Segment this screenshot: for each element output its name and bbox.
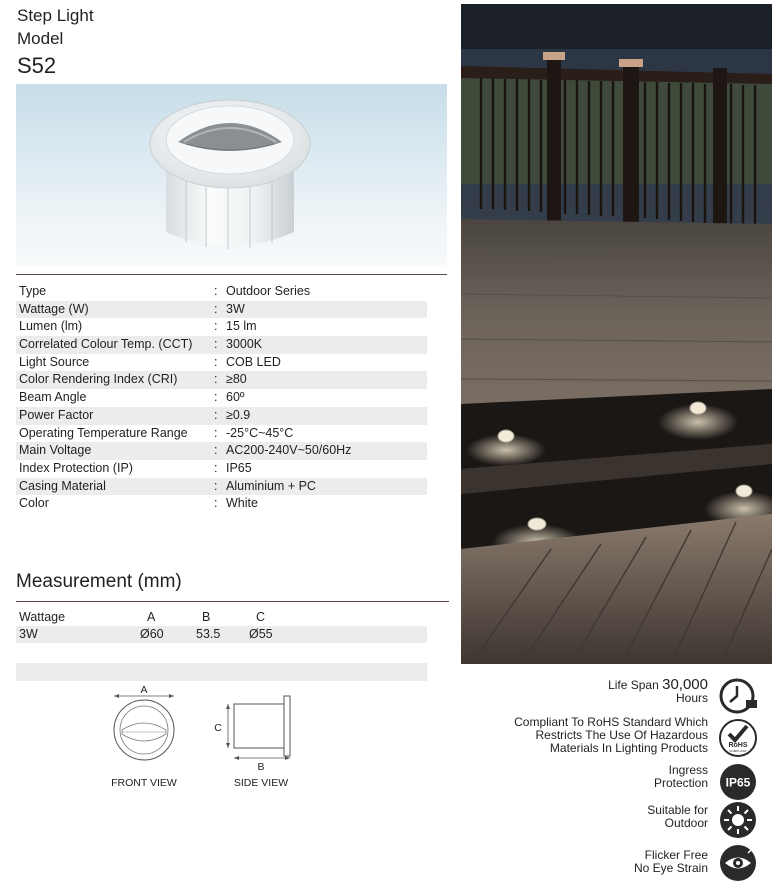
- feature-text: [654, 764, 708, 790]
- spec-value: ≥80: [226, 372, 247, 387]
- spec-colon: :: [214, 425, 218, 440]
- lifespan-prefix: Life Span: [608, 678, 663, 692]
- feature-ip65: [458, 762, 758, 802]
- feature-line: No Eye Strain: [633, 861, 708, 875]
- spec-colon: :: [214, 478, 218, 493]
- measurement-cell: 3W: [19, 627, 38, 641]
- spec-label: Beam Angle: [19, 390, 87, 405]
- eye-flicker-free-icon: [718, 843, 758, 883]
- rohs-icon-subtext: COMPLIANT: [729, 749, 747, 753]
- spec-value: IP65: [226, 460, 252, 475]
- measurement-cell: Ø60: [140, 627, 164, 641]
- spec-label: Light Source: [19, 354, 90, 369]
- spec-value: Outdoor Series: [226, 284, 311, 298]
- ip65-icon: [718, 762, 758, 802]
- spec-colon: :: [214, 372, 218, 387]
- title-line-product-type: Step Light: [17, 6, 94, 25]
- measurement-header: C: [256, 610, 266, 624]
- spec-label: Lumen (lm): [19, 319, 83, 334]
- spec-divider: [16, 274, 447, 275]
- spec-colon: :: [214, 301, 218, 316]
- spec-row: [16, 318, 427, 336]
- spec-row: [16, 495, 427, 513]
- measurement-title: Measurement (mm): [16, 571, 182, 592]
- feature-text: [647, 804, 708, 830]
- feature-outdoor: [458, 800, 758, 840]
- feature-line: Protection: [653, 776, 708, 790]
- spec-label: Operating Temperature Range: [19, 425, 188, 440]
- spec-row: [16, 478, 427, 496]
- feature-text: [634, 849, 708, 875]
- spec-colon: :: [214, 443, 218, 458]
- spec-value: White: [226, 496, 258, 511]
- spec-value: -25°C~45°C: [226, 425, 294, 440]
- spec-label: Casing Material: [19, 478, 106, 493]
- clock-lifespan-icon: [718, 676, 758, 716]
- spec-row: [16, 442, 427, 460]
- spec-row: [16, 371, 427, 389]
- feature-line: Hours: [675, 691, 708, 705]
- feature-lifespan: [458, 676, 758, 716]
- spec-colon: :: [214, 390, 218, 405]
- spec-value: ≥0.9: [226, 407, 251, 422]
- dim-c-label: C: [214, 722, 222, 734]
- spec-value: 3W: [226, 301, 245, 316]
- feature-line: Ingress: [668, 763, 708, 777]
- measurement-cell: Ø55: [249, 627, 273, 641]
- feature-line: Outdoor: [664, 816, 708, 830]
- rohs-compliant-icon: [718, 718, 758, 758]
- technical-drawings: [100, 682, 320, 792]
- spec-colon: :: [214, 496, 218, 511]
- spec-row: [16, 460, 427, 478]
- dim-a-label: A: [140, 684, 148, 696]
- spec-label: Main Voltage: [19, 443, 92, 458]
- title-line-model: Model: [17, 29, 64, 48]
- lifespan-hours-value: 30,000: [662, 676, 708, 693]
- spec-label: Power Factor: [19, 407, 94, 422]
- measurement-row: [16, 626, 427, 643]
- spec-colon: :: [214, 407, 218, 422]
- spec-row: [16, 425, 427, 443]
- front-view-label: FRONT VIEW: [111, 777, 177, 789]
- measurement-header: B: [202, 610, 211, 624]
- feature-text: [514, 716, 708, 755]
- spec-colon: :: [214, 337, 218, 352]
- measurement-header: A: [147, 610, 156, 624]
- spec-row: [16, 407, 427, 425]
- feature-line: [608, 678, 708, 692]
- spec-colon: :: [214, 460, 218, 475]
- front-view-drawing: [111, 684, 177, 789]
- dim-b-label: B: [257, 761, 265, 773]
- spec-row: [16, 301, 427, 319]
- spec-table: [16, 283, 427, 513]
- spec-row: [16, 336, 427, 354]
- model-number: S52: [17, 53, 57, 78]
- spec-value: 60º: [226, 390, 245, 405]
- spec-colon: :: [214, 354, 218, 369]
- sun-outdoor-icon: [718, 800, 758, 840]
- feature-line: Flicker Free: [644, 848, 708, 862]
- installation-photo: [461, 4, 772, 664]
- feature-rohs: [458, 716, 758, 760]
- feature-line: Restricts The Use Of Hazardous: [535, 728, 708, 742]
- spec-value: AC200-240V~50/60Hz: [226, 443, 352, 458]
- spec-label: Color Rendering Index (CRI): [19, 372, 178, 387]
- measurement-blank-row: [16, 663, 427, 681]
- spec-value: COB LED: [226, 354, 281, 369]
- spec-value: 15 lm: [226, 319, 257, 334]
- spec-value: 3000K: [226, 337, 263, 352]
- side-view-drawing: [214, 696, 290, 789]
- measurement-cell: 53.5: [196, 627, 221, 641]
- feature-line: Compliant To RoHS Standard Which: [514, 715, 708, 729]
- spec-label: Type: [19, 284, 47, 298]
- feature-flicker-free: [458, 843, 758, 883]
- measurement-divider: [16, 601, 449, 602]
- rohs-icon-text: RoHS: [728, 742, 748, 749]
- side-view-label: SIDE VIEW: [233, 777, 289, 789]
- measurement-header: Wattage: [19, 610, 66, 624]
- feature-line: Suitable for: [647, 803, 708, 817]
- spec-row: [16, 283, 427, 301]
- spec-label: Correlated Colour Temp. (CCT): [19, 337, 193, 352]
- spec-label: Color: [19, 496, 49, 511]
- ip65-icon-text: IP65: [725, 775, 751, 790]
- spec-row: [16, 389, 427, 407]
- spec-value: Aluminium + PC: [226, 478, 316, 493]
- feature-line: Materials In Lighting Products: [549, 741, 708, 755]
- spec-colon: :: [214, 284, 218, 298]
- spec-label: Index Protection (IP): [19, 460, 133, 475]
- measurement-header-row: [16, 609, 427, 626]
- product-photo: [16, 84, 447, 265]
- spec-label: Wattage (W): [19, 301, 89, 316]
- feature-text: [608, 678, 708, 705]
- spec-row: [16, 354, 427, 372]
- spec-colon: :: [214, 319, 218, 334]
